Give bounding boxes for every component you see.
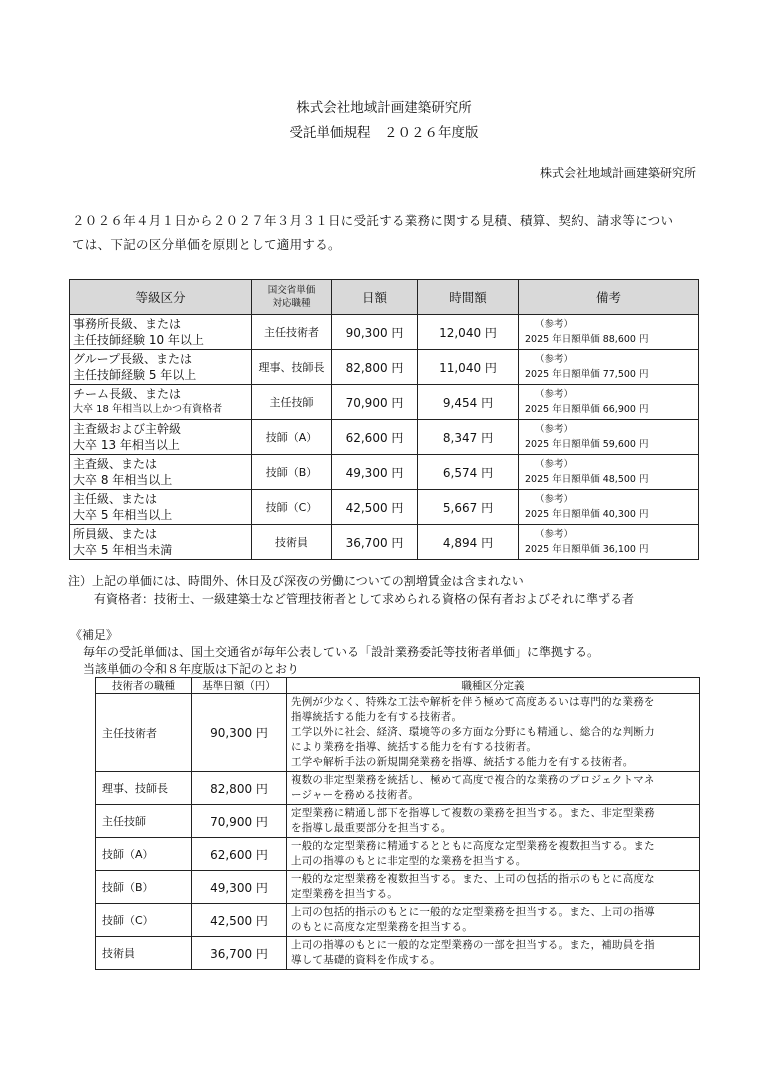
job-title-cell: 理事、技師長 xyxy=(96,772,192,805)
intro-paragraph xyxy=(72,209,702,257)
note-line-2: 有資格者：技術士、一級建築士など管理技術者として求められる資格の保有者およびそれに準ずる者 xyxy=(94,592,635,606)
grade-cell xyxy=(70,490,252,525)
definition-cell xyxy=(287,694,700,772)
definition-line: 導して基礎的資料を作成する。 xyxy=(291,954,441,966)
engineer-rate-table xyxy=(95,677,700,970)
table-row xyxy=(70,385,699,420)
header-mlit-line2: 対応職種 xyxy=(272,298,311,309)
base-amount-cell: 36,700 円 xyxy=(192,937,287,970)
daily-cell: 36,700 円 xyxy=(332,525,418,560)
daily-cell: 90,300 円 xyxy=(332,315,418,350)
header-definition: 職種区分定義 xyxy=(287,678,700,694)
definition-line: 一般的な定型業務を複数担当する。また、上司の包括的指示のもとに高度な xyxy=(291,873,655,885)
definition-line: 上司の指導のもとに一般的な定型業務の一部を担当する。また，補助員を指 xyxy=(291,939,655,951)
job-cell: 主任技術者 xyxy=(252,315,332,350)
remarks-cell xyxy=(519,455,699,490)
remarks-ref: （参考） xyxy=(535,319,574,330)
supplement-line-1: 毎年の受託単価は、国土交通省が毎年公表している「設計業務委託等技術者単価」に準拠する。 xyxy=(83,645,600,659)
remarks-ref: （参考） xyxy=(535,354,574,365)
job-cell: 理事、技師長 xyxy=(252,350,332,385)
definition-line: 先例が少なく、特殊な工法や解析を伴う極めて高度あるいは専門的な業務を xyxy=(291,696,655,708)
hourly-cell: 9,454 円 xyxy=(418,385,519,420)
header-base-amount: 基準日額（円） xyxy=(192,678,287,694)
company-name: 株式会社地域計画建築研究所 xyxy=(539,166,696,180)
intro-line-1: ２０２６年４月１日から２０２７年３月３１日に受託する業務に関する見積、積算、契約、請求等につい xyxy=(72,213,674,228)
remarks-prev: 2025 年日額単価 88,600 円 xyxy=(525,334,649,345)
definition-line: 上司の包括的指示のもとに一般的な定型業務を担当する。また、上司の指導 xyxy=(291,906,655,918)
definition-line: 定型業務を担当する。 xyxy=(291,888,398,900)
job-title-cell: 主任技術者 xyxy=(96,694,192,772)
table-row xyxy=(70,350,699,385)
grade-line1: チーム長級、または xyxy=(73,387,182,401)
supplement-heading: 《補足》 xyxy=(70,628,119,642)
daily-cell: 62,600 円 xyxy=(332,420,418,455)
engineer-rate-header-row xyxy=(96,678,700,694)
remarks-ref: （参考） xyxy=(535,424,574,435)
table-row xyxy=(70,525,699,560)
table-row xyxy=(70,420,699,455)
grade-line2: 大卒 8 年相当以上 xyxy=(73,473,173,487)
document-title: 株式会社地域計画建築研究所 xyxy=(296,100,472,116)
remarks-ref: （参考） xyxy=(535,529,574,540)
header-remarks: 備考 xyxy=(519,280,699,315)
grade-line2: 主任技師経験 5 年以上 xyxy=(73,368,197,382)
grade-line2: 大卒 5 年相当以上 xyxy=(73,508,173,522)
grade-line1: 所員級、または xyxy=(73,527,158,541)
remarks-cell xyxy=(519,420,699,455)
hourly-cell: 11,040 円 xyxy=(418,350,519,385)
supplement-line-2: 当該単価の令和８年度版は下記のとおり xyxy=(83,662,300,676)
definition-line: ージャーを務める技術者。 xyxy=(291,789,419,801)
table-row xyxy=(70,490,699,525)
table-row xyxy=(96,694,700,772)
remarks-prev: 2025 年日額単価 66,900 円 xyxy=(525,404,649,415)
definition-line: 工学や解析手法の新規開発業務を指導、統括する能力を有する技術者。 xyxy=(291,756,634,768)
definition-cell xyxy=(287,838,700,871)
table-row xyxy=(96,805,700,838)
job-title-cell: 技術員 xyxy=(96,937,192,970)
hourly-cell: 5,667 円 xyxy=(418,490,519,525)
supplement-section xyxy=(70,627,599,678)
job-cell: 技術員 xyxy=(252,525,332,560)
header-hourly: 時間額 xyxy=(418,280,519,315)
header-daily: 日額 xyxy=(332,280,418,315)
definition-line: 定型業務に精通し部下を指導して複数の業務を担当する。また、非定型業務 xyxy=(291,807,655,819)
base-amount-cell: 62,600 円 xyxy=(192,838,287,871)
base-amount-cell: 90,300 円 xyxy=(192,694,287,772)
daily-cell: 70,900 円 xyxy=(332,385,418,420)
grade-line1: 主査級および主幹級 xyxy=(73,422,182,436)
definition-line: を指導し最重要部分を担当する。 xyxy=(291,822,452,834)
grade-line1: 主任級、または xyxy=(73,492,158,506)
hourly-cell: 8,347 円 xyxy=(418,420,519,455)
remarks-ref: （参考） xyxy=(535,494,574,505)
definition-line: 複数の非定型業務を統括し、極めて高度で複合的な業務のプロジェクトマネ xyxy=(291,774,655,786)
definition-line: 指導統括する能力を有する技術者。 xyxy=(291,711,463,723)
job-cell: 技師（B） xyxy=(252,455,332,490)
remarks-prev: 2025 年日額単価 40,300 円 xyxy=(525,509,649,520)
base-amount-cell: 70,900 円 xyxy=(192,805,287,838)
definition-cell xyxy=(287,871,700,904)
table-row xyxy=(96,838,700,871)
remarks-cell xyxy=(519,315,699,350)
grade-line2: 大卒 5 年相当未満 xyxy=(73,543,173,557)
hourly-cell: 4,894 円 xyxy=(418,525,519,560)
remarks-prev: 2025 年日額単価 59,600 円 xyxy=(525,439,649,450)
header-job-title: 技術者の職種 xyxy=(96,678,192,694)
hourly-cell: 12,040 円 xyxy=(418,315,519,350)
definition-cell xyxy=(287,904,700,937)
grade-cell xyxy=(70,525,252,560)
remarks-cell xyxy=(519,525,699,560)
grade-cell xyxy=(70,350,252,385)
definition-line: のもとに高度な定型業務を担当する。 xyxy=(291,921,473,933)
daily-cell: 42,500 円 xyxy=(332,490,418,525)
job-title-cell: 技師（C） xyxy=(96,904,192,937)
notes-section xyxy=(68,572,634,608)
grade-cell xyxy=(70,385,252,420)
job-title-cell: 技師（A） xyxy=(96,838,192,871)
daily-cell: 49,300 円 xyxy=(332,455,418,490)
header-grade: 等級区分 xyxy=(70,280,252,315)
unit-price-header-row xyxy=(70,280,699,315)
table-row xyxy=(96,871,700,904)
grade-line1: グループ長級、または xyxy=(73,352,193,366)
remarks-cell xyxy=(519,385,699,420)
document-subtitle: 受託単価規程 ２０２６年度版 xyxy=(289,125,479,141)
definition-line: 上司の指導のもとに非定型的な業務を担当する。 xyxy=(291,855,527,867)
definition-cell xyxy=(287,805,700,838)
header-mlit-job xyxy=(252,280,332,315)
intro-line-2: ては、下記の区分単価を原則として適用する。 xyxy=(72,237,341,252)
definition-line: 一般的な定型業務に精通するとともに高度な定型業務を複数担当する。また xyxy=(291,840,655,852)
remarks-cell xyxy=(519,350,699,385)
remarks-prev: 2025 年日額単価 77,500 円 xyxy=(525,369,649,380)
job-cell: 技師（A） xyxy=(252,420,332,455)
grade-cell xyxy=(70,420,252,455)
base-amount-cell: 42,500 円 xyxy=(192,904,287,937)
unit-price-table xyxy=(69,279,699,560)
grade-cell xyxy=(70,315,252,350)
note-line-1: 注）上記の単価には、時間外、休日及び深夜の労働についての割増賃金は含まれない xyxy=(68,574,524,588)
base-amount-cell: 82,800 円 xyxy=(192,772,287,805)
grade-line2: 主任技師経験 10 年以上 xyxy=(73,333,204,347)
table-row xyxy=(96,772,700,805)
table-row xyxy=(96,904,700,937)
remarks-ref: （参考） xyxy=(535,389,574,400)
remarks-ref: （参考） xyxy=(535,459,574,470)
grade-line1: 主査級、または xyxy=(73,457,158,471)
hourly-cell: 6,574 円 xyxy=(418,455,519,490)
definition-cell xyxy=(287,937,700,970)
grade-line2: 大卒 18 年相当以上かつ有資格者 xyxy=(73,404,223,415)
job-title-cell: 主任技師 xyxy=(96,805,192,838)
job-cell: 技師（C） xyxy=(252,490,332,525)
table-row xyxy=(70,455,699,490)
grade-line1: 事務所長級、または xyxy=(73,317,182,331)
remarks-prev: 2025 年日額単価 36,100 円 xyxy=(525,544,649,555)
grade-line2: 大卒 13 年相当以上 xyxy=(73,438,180,452)
definition-line: 工学以外に社会、経済、環境等の多方面な分野にも精通し、総合的な判断力 xyxy=(291,726,655,738)
grade-cell xyxy=(70,455,252,490)
job-title-cell: 技師（B） xyxy=(96,871,192,904)
definition-cell xyxy=(287,772,700,805)
header-mlit-line1: 国交省単価 xyxy=(267,285,316,296)
table-row xyxy=(70,315,699,350)
job-cell: 主任技師 xyxy=(252,385,332,420)
remarks-cell xyxy=(519,490,699,525)
definition-line: により業務を指導、統括する能力を有する技術者。 xyxy=(291,741,538,753)
remarks-prev: 2025 年日額単価 48,500 円 xyxy=(525,474,649,485)
daily-cell: 82,800 円 xyxy=(332,350,418,385)
table-row xyxy=(96,937,700,970)
base-amount-cell: 49,300 円 xyxy=(192,871,287,904)
